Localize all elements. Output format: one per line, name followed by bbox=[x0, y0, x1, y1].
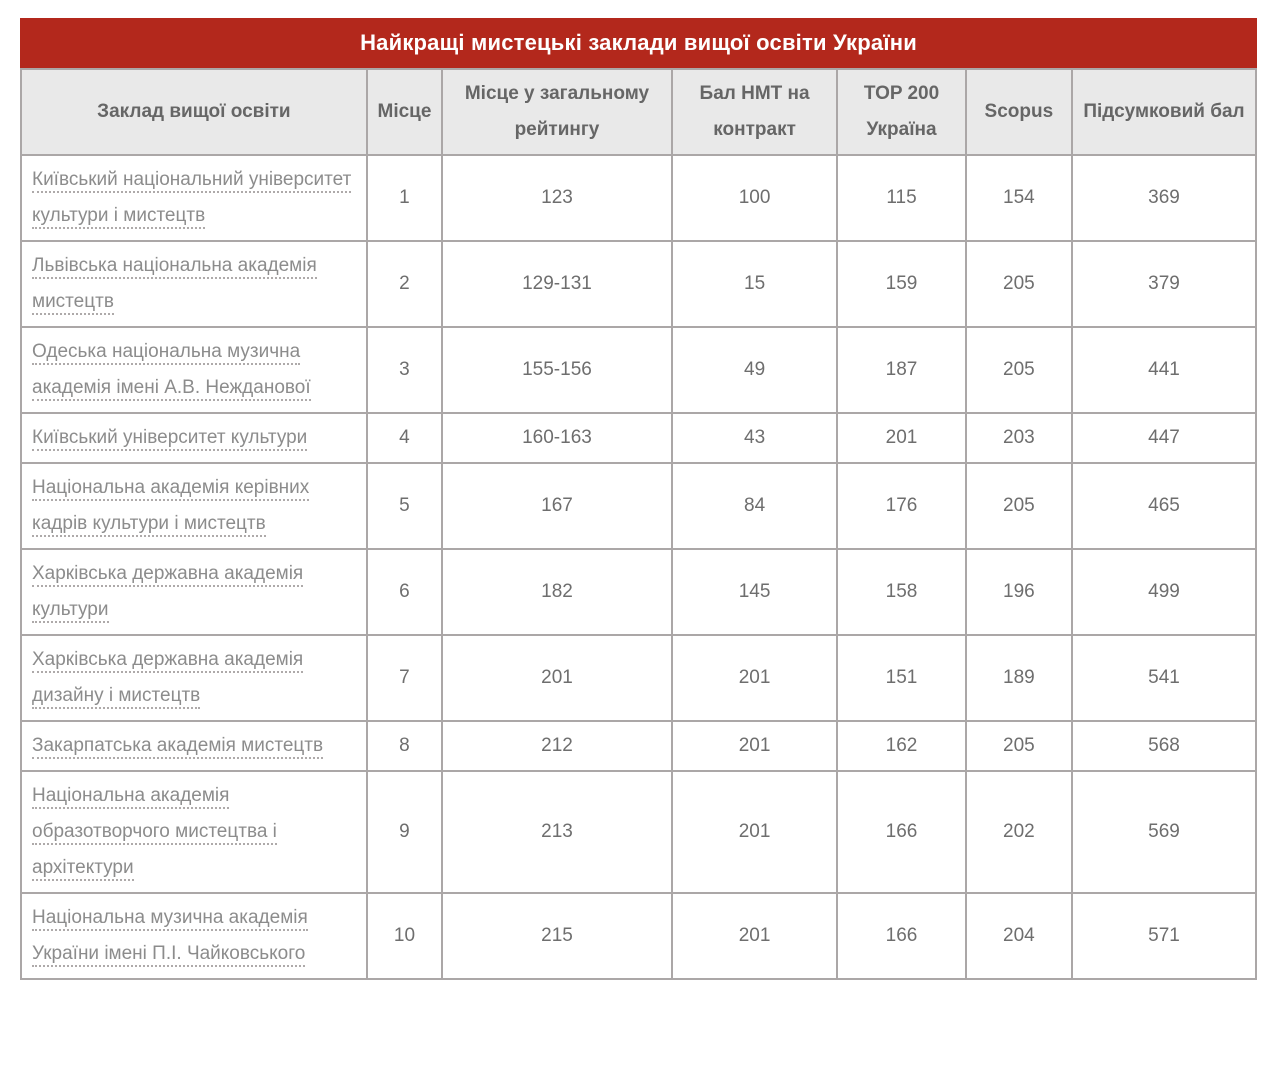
rankings-table-container bbox=[20, 18, 1257, 980]
place-cell: 6 bbox=[367, 549, 442, 635]
place-cell: 7 bbox=[367, 635, 442, 721]
place-cell: 2 bbox=[367, 241, 442, 327]
place-cell: 9 bbox=[367, 771, 442, 893]
column-header-total-score: Підсумковий бал bbox=[1072, 69, 1256, 155]
institution-link[interactable]: Київський університет культури bbox=[32, 427, 307, 451]
nmt-score-cell: 84 bbox=[672, 463, 837, 549]
top200-cell: 158 bbox=[837, 549, 965, 635]
overall-rank-cell: 212 bbox=[442, 721, 672, 771]
nmt-score-cell: 201 bbox=[672, 771, 837, 893]
scopus-cell: 205 bbox=[966, 721, 1072, 771]
total-score-cell: 499 bbox=[1072, 549, 1256, 635]
place-cell: 5 bbox=[367, 463, 442, 549]
top200-cell: 151 bbox=[837, 635, 965, 721]
scopus-cell: 203 bbox=[966, 413, 1072, 463]
nmt-score-cell: 15 bbox=[672, 241, 837, 327]
scopus-cell: 154 bbox=[966, 155, 1072, 241]
column-header-institution: Заклад вищої освіти bbox=[21, 69, 367, 155]
scopus-cell: 205 bbox=[966, 327, 1072, 413]
nmt-score-cell: 201 bbox=[672, 721, 837, 771]
institution-cell bbox=[21, 893, 367, 979]
rankings-table bbox=[20, 68, 1257, 980]
overall-rank-cell: 201 bbox=[442, 635, 672, 721]
institution-cell bbox=[21, 463, 367, 549]
nmt-score-cell: 43 bbox=[672, 413, 837, 463]
table-row bbox=[21, 327, 1256, 413]
column-header-place: Місце bbox=[367, 69, 442, 155]
nmt-score-cell: 145 bbox=[672, 549, 837, 635]
nmt-score-cell: 49 bbox=[672, 327, 837, 413]
institution-link[interactable]: Закарпатська академія мистецтв bbox=[32, 735, 323, 759]
place-cell: 3 bbox=[367, 327, 442, 413]
overall-rank-cell: 129-131 bbox=[442, 241, 672, 327]
table-row bbox=[21, 241, 1256, 327]
institution-link[interactable]: Львівська національна академія мистецтв bbox=[32, 255, 317, 315]
place-cell: 1 bbox=[367, 155, 442, 241]
institution-link[interactable]: Національна академія образотворчого мистецтва і архітектури bbox=[32, 785, 277, 881]
scopus-cell: 196 bbox=[966, 549, 1072, 635]
scopus-cell: 204 bbox=[966, 893, 1072, 979]
total-score-cell: 569 bbox=[1072, 771, 1256, 893]
total-score-cell: 369 bbox=[1072, 155, 1256, 241]
column-header-overall-rank: Місце у загальному рейтингу bbox=[442, 69, 672, 155]
institution-link[interactable]: Харківська державна академія культури bbox=[32, 563, 303, 623]
institution-cell bbox=[21, 635, 367, 721]
institution-cell bbox=[21, 771, 367, 893]
table-row bbox=[21, 155, 1256, 241]
top200-cell: 176 bbox=[837, 463, 965, 549]
institution-cell bbox=[21, 155, 367, 241]
top200-cell: 162 bbox=[837, 721, 965, 771]
column-header-top200: TOP 200 Україна bbox=[837, 69, 965, 155]
table-row bbox=[21, 549, 1256, 635]
top200-cell: 201 bbox=[837, 413, 965, 463]
institution-cell bbox=[21, 413, 367, 463]
top200-cell: 187 bbox=[837, 327, 965, 413]
scopus-cell: 202 bbox=[966, 771, 1072, 893]
place-cell: 10 bbox=[367, 893, 442, 979]
institution-cell bbox=[21, 327, 367, 413]
institution-link[interactable]: Одеська національна музична академія імені А.В. Нежданової bbox=[32, 341, 311, 401]
institution-cell bbox=[21, 549, 367, 635]
table-row bbox=[21, 721, 1256, 771]
top200-cell: 166 bbox=[837, 893, 965, 979]
overall-rank-cell: 182 bbox=[442, 549, 672, 635]
total-score-cell: 447 bbox=[1072, 413, 1256, 463]
nmt-score-cell: 201 bbox=[672, 893, 837, 979]
nmt-score-cell: 201 bbox=[672, 635, 837, 721]
total-score-cell: 465 bbox=[1072, 463, 1256, 549]
table-header bbox=[21, 69, 1256, 155]
table-row bbox=[21, 635, 1256, 721]
table-body bbox=[21, 155, 1256, 979]
scopus-cell: 205 bbox=[966, 463, 1072, 549]
column-header-scopus: Scopus bbox=[966, 69, 1072, 155]
total-score-cell: 568 bbox=[1072, 721, 1256, 771]
overall-rank-cell: 213 bbox=[442, 771, 672, 893]
institution-link[interactable]: Харківська державна академія дизайну і мистецтв bbox=[32, 649, 303, 709]
overall-rank-cell: 167 bbox=[442, 463, 672, 549]
scopus-cell: 205 bbox=[966, 241, 1072, 327]
overall-rank-cell: 215 bbox=[442, 893, 672, 979]
table-row bbox=[21, 413, 1256, 463]
overall-rank-cell: 123 bbox=[442, 155, 672, 241]
header-row bbox=[21, 69, 1256, 155]
top200-cell: 159 bbox=[837, 241, 965, 327]
overall-rank-cell: 160-163 bbox=[442, 413, 672, 463]
place-cell: 8 bbox=[367, 721, 442, 771]
institution-link[interactable]: Національна академія керівних кадрів культури і мистецтв bbox=[32, 477, 309, 537]
institution-cell bbox=[21, 721, 367, 771]
column-header-nmt-score: Бал НМТ на контракт bbox=[672, 69, 837, 155]
institution-link[interactable]: Національна музична академія України імені П.І. Чайковського bbox=[32, 907, 308, 967]
total-score-cell: 379 bbox=[1072, 241, 1256, 327]
table-row bbox=[21, 771, 1256, 893]
total-score-cell: 441 bbox=[1072, 327, 1256, 413]
title-banner bbox=[20, 18, 1257, 68]
page-title: Найкращі мистецькі заклади вищої освіти України bbox=[360, 30, 917, 55]
table-row bbox=[21, 463, 1256, 549]
scopus-cell: 189 bbox=[966, 635, 1072, 721]
table-row bbox=[21, 893, 1256, 979]
overall-rank-cell: 155-156 bbox=[442, 327, 672, 413]
place-cell: 4 bbox=[367, 413, 442, 463]
institution-cell bbox=[21, 241, 367, 327]
nmt-score-cell: 100 bbox=[672, 155, 837, 241]
total-score-cell: 541 bbox=[1072, 635, 1256, 721]
total-score-cell: 571 bbox=[1072, 893, 1256, 979]
top200-cell: 115 bbox=[837, 155, 965, 241]
institution-link[interactable]: Київський національний університет культури і мистецтв bbox=[32, 169, 351, 229]
top200-cell: 166 bbox=[837, 771, 965, 893]
